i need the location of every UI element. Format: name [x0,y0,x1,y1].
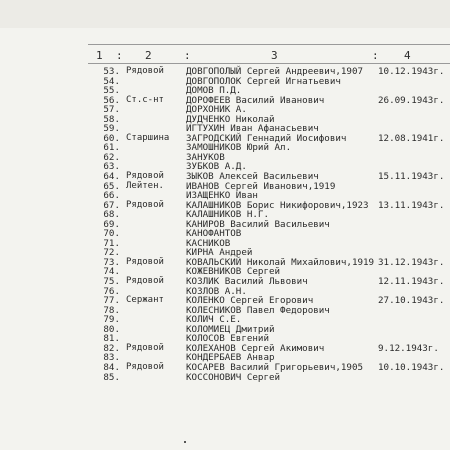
row-name: ИВАНОВ Сергей Иванович,1919 [186,180,336,192]
row-rank: Сержант [126,295,164,306]
row-name: КОЛЕХАНОВ Сергей Акимович [186,342,325,354]
row-number: 59. [103,123,120,135]
row-name: КОСАРЕВ Василий Григорьевич,1905 [186,361,364,373]
row-date: 10.12.1943г. [378,66,445,77]
header-col3: 3 [271,49,278,62]
row-name: КОЛОСОВ Евгений [186,333,269,345]
row-name: КОЗЛОВ А.Н. [186,285,247,297]
row-name: КОВАЛЬСКИЙ Николай Михайлович,1919 [186,256,375,268]
row-rank: Рядовой [126,276,164,287]
row-number: 77. [103,295,120,307]
row-number: 80. [103,323,120,335]
row-number: 58. [103,113,120,125]
row-number: 72. [103,247,120,259]
row-name: ДОВГОПОЛЫЙ Сергей Андреевич,1907 [186,66,364,77]
row-date: 12.11.1943г. [378,276,445,288]
row-rank: Лейтен. [126,180,164,191]
row-rank: Ст.с-нт [126,94,164,105]
row-name: КАЛАШНИКОВ Борис Никифорович,1923 [186,199,369,211]
row-number: 56. [103,94,120,106]
row-number: 62. [103,151,120,163]
row-number: 55. [103,85,120,97]
row-number: 53. [103,66,120,77]
row-name: ЗАГРОДСКИЙ Геннадий Иосифович [186,132,347,144]
row-name: КАНИРОВ Василий Васильевич [186,218,330,230]
row-name: КАСНИКОВ [186,237,231,249]
row-name: ЗАНУКОВ [186,151,225,163]
row-number: 65. [103,180,120,192]
header-col4: 4 [404,49,411,62]
row-number: 61. [103,142,120,154]
header-sep1: : [116,49,123,62]
row-number: 71. [103,237,120,249]
row-name: ДОВГОПОЛОК Сергей Игнатьевич [186,75,341,87]
row-name: ДОМОВ П.Д. [186,85,242,97]
row-number: 78. [103,304,120,316]
row-number: 79. [103,314,120,326]
row-number: 70. [103,228,120,240]
row-number: 68. [103,209,120,221]
row-rank: Рядовой [126,171,164,182]
row-name: КОЛИЧ С.Е. [186,314,242,326]
row-name: ДУДЧЕНКО Николай [186,113,275,125]
header-bottom-rule [88,63,450,64]
page-mark [184,441,186,443]
row-name: ЗЫКОВ Алексей Васильевич [186,171,319,183]
row-name: КОЛЕСНИКОВ Павел Федорович [186,304,330,316]
row-name: КОЛОМИЕЦ Дмитрий [186,323,275,335]
row-rank: Рядовой [126,199,164,210]
row-name: КОЖЕВНИКОВ Сергей [186,266,281,278]
row-number: 60. [103,132,120,144]
row-number: 57. [103,104,120,116]
page-top-margin [0,0,450,28]
row-name: ИГТУХИН Иван Афанасьевич [186,123,319,135]
row-number: 54. [103,75,120,87]
row-date: 9.12.1943г. [378,342,439,354]
row-number: 69. [103,218,120,230]
row-name: КАНОФАНТОВ [186,228,242,240]
row-name: КОССОНОВИЧ Сергей [186,371,281,383]
row-name: ЗУБКОВ А.Д. [186,161,247,173]
row-name: ДОРОФЕЕВ Василий Иванович [186,94,325,106]
row-name: КИРНА Андрей [186,247,253,259]
header-col1: 1 [96,49,103,62]
row-name: КОЛЕНКО Сергей Егорович [186,295,314,307]
row-number: 64. [103,171,120,183]
row-number: 66. [103,190,120,202]
row-rank: Рядовой [126,66,164,76]
row-date: 15.11.1943г. [378,171,445,183]
header-col2: 2 [145,49,152,62]
row-name: ИЗАЩЕНКО Иван [186,190,258,202]
row-rank: Рядовой [126,256,164,267]
row-date: 13.11.1943г. [378,199,445,211]
row-date: 10.10.1943г. [378,361,445,373]
row-number: 81. [103,333,120,345]
header-sep3: : [372,49,379,62]
header-top-rule [88,44,450,45]
row-rank: Рядовой [126,342,164,353]
row-rank: Старшина [126,132,170,143]
row-name: КОНДЕРБАЕВ Анвар [186,352,275,364]
row-number: 74. [103,266,120,278]
row-number: 73. [103,256,120,268]
row-date: 12.08.1941г. [378,132,445,144]
personnel-table [0,67,450,382]
row-name: ЗАМОШНИКОВ Юрий Ал. [186,142,292,154]
row-number: 67. [103,199,120,211]
row-number: 83. [103,352,120,364]
row-date: 26.09.1943г. [378,94,445,106]
header-sep2: : [184,49,191,62]
row-date: 27.10.1943г. [378,295,445,307]
row-name: ДОРХОНИК А. [186,104,247,116]
table-row [0,373,450,383]
row-number: 75. [103,276,120,288]
row-rank: Рядовой [126,361,164,372]
table-row [0,143,450,153]
row-number: 84. [103,361,120,373]
row-number: 76. [103,285,120,297]
row-number: 85. [103,371,120,383]
row-number: 63. [103,161,120,173]
row-name: КАЛАШНИКОВ Н.Г. [186,209,269,221]
row-number: 82. [103,342,120,354]
row-name: КОЗЛИК Василий Львович [186,276,308,288]
row-date: 31.12.1943г. [378,256,445,268]
